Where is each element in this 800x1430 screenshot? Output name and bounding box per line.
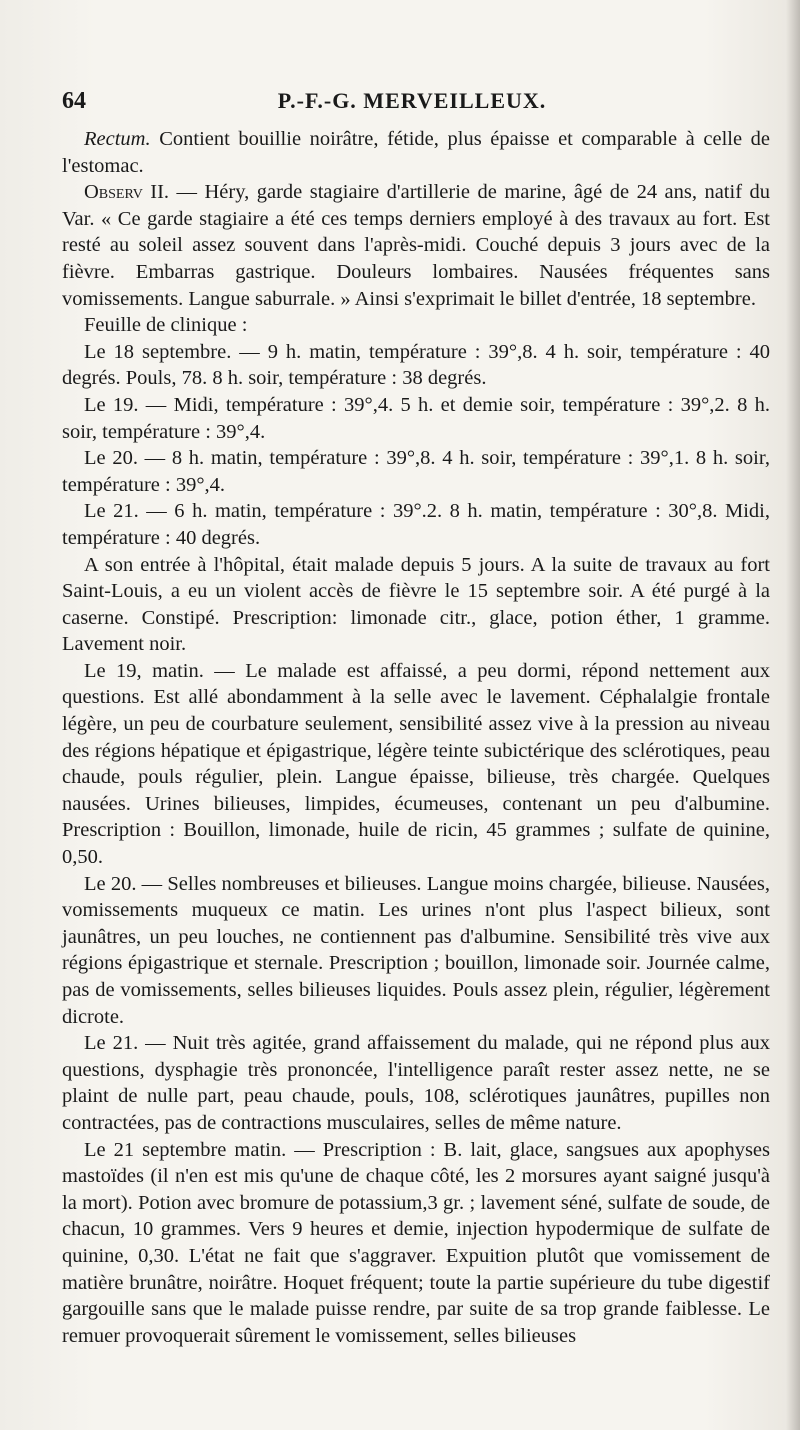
paragraph-entree: A son entrée à l'hôpital, était malade depuis 5 jours. A la suite de travaux au fort Saint-Louis, a eu un violent accès de fièvre le 15 septembre soir. A été purgé à la caserne. Constipé. Prescription: limonade citr., glace, potion éther, 1 gramme. Lavement noir. xyxy=(62,553,770,656)
page-edge-shadow xyxy=(786,0,800,1430)
paragraph-21-detail: Le 21. — Nuit très agitée, grand affaissement du malade, qui ne répond plus aux questions, dysphagie très prononcée, l'intelligence paraît rester assez nette, ne se plaint de nulle part, peau chaude, pouls, 108, sclérotiques jaunâtres, pupilles non contractées, pas de contractions musculaires, selles de même nature. xyxy=(62,1032,770,1134)
page-header xyxy=(62,88,762,118)
observation-text: II. — Héry, garde stagiaire d'artillerie de marine, âgé de 24 ans, natif du Var. « Ce garde stagiaire a été ces temps derniers employé à des travaux au fort. Est resté au soleil assez souvent dans l'après-midi. Couché depuis 3 jours avec de la fièvre. Embarras gastrique. Douleurs lombaires. Nausées fréquentes sans vomissements. Langue saburrale. » Ainsi s'exprimait le billet d'entrée, 18 septembre. xyxy=(62,181,770,310)
page-number: 64 xyxy=(62,88,86,114)
body-text xyxy=(62,126,770,1349)
running-head: P.-F.-G. MERVEILLEUX. xyxy=(277,88,547,113)
rectum-label: Rectum. xyxy=(84,128,151,150)
paragraph-20: Le 20. — 8 h. matin, température : 39°,8. 4 h. soir, température : 39°,1. 8 h. soir, température : 39°,4. xyxy=(62,447,770,496)
observation-label: Observ xyxy=(84,181,143,204)
paragraph-21-sept-matin: Le 21 septembre matin. — Prescription : B. lait, glace, sangsues aux apophyses mastoïdes (il n'en est mis qu'une de chaque côté, les 2 morsures ayant saigné jusqu'à la mort). Potion avec bromure de potassium,3 gr. ; lavement séné, sulfate de soude, de chacun, 10 grammes. Vers 9 heures et demie, injection hypodermique de sulfate de quinine, 0,30. L'état ne fait que s'aggraver. Expuition plutôt que vomissement de matière brunâtre, noirâtre. Hoquet fréquent; toute la partie supérieure du tube digestif gargouille sans que le malade puisse rendre, par suite de sa trop grande faiblesse. Le remuer provoquerait sûrement le vomissement, selles bilieuses xyxy=(62,1138,770,1347)
paragraph-rectum xyxy=(62,126,770,179)
paragraph-observation xyxy=(62,179,770,312)
paragraph-21: Le 21. — 6 h. matin, température : 39°.2. 8 h. matin, température : 30°,8. Midi, température : 40 degrés. xyxy=(62,500,770,549)
paragraph-20-detail: Le 20. — Selles nombreuses et bilieuses. Langue moins chargée, bilieuse. Nausées, vomissements muqueux ce matin. Les urines n'ont plus l'aspect bilieux, sont jaunâtres, un peu louches, ne contiennent pas d'albumine. Sensibilité très vive aux régions épigastrique et sternale. Prescription ; bouillon, limonade soir. Journée calme, pas de vomissements, selles bilieuses liquides. Pouls assez plein, régulier, légèrement dicrote. xyxy=(62,872,770,1028)
paragraph-19-matin: Le 19, matin. — Le malade est affaissé, a peu dormi, répond nettement aux questions. Est allé abondamment à la selle avec le lavement. Céphalalgie frontale légère, un peu de courbature seulement, sensibilité assez vive à la pression au niveau des régions hépatique et épigastrique, légère teinte subictérique des sclérotiques, peau chaude, pouls régulier, plein. Langue épaisse, bilieuse, très chargée. Quelques nausées. Urines bilieuses, limpides, écumeuses, contenant un peu d'albumine. Prescription : Bouillon, limonade, huile de ricin, 45 grammes ; sulfate de quinine, 0,50. xyxy=(62,659,770,869)
paragraph-19: Le 19. — Midi, température : 39°,4. 5 h. et demie soir, température : 39°,2. 8 h. soir, température : 39°,4. xyxy=(62,393,770,443)
paragraph-18-sept: Le 18 septembre. — 9 h. matin, température : 39°,8. 4 h. soir, température : 40 degrés. Pouls, 78. 8 h. soir, température : 38 degrés. xyxy=(62,340,770,390)
paragraph-feuille: Feuille de clinique : xyxy=(84,314,248,337)
rectum-text: Contient bouillie noirâtre, fétide, plus épaisse et comparable à celle de l'estomac. xyxy=(62,128,770,177)
